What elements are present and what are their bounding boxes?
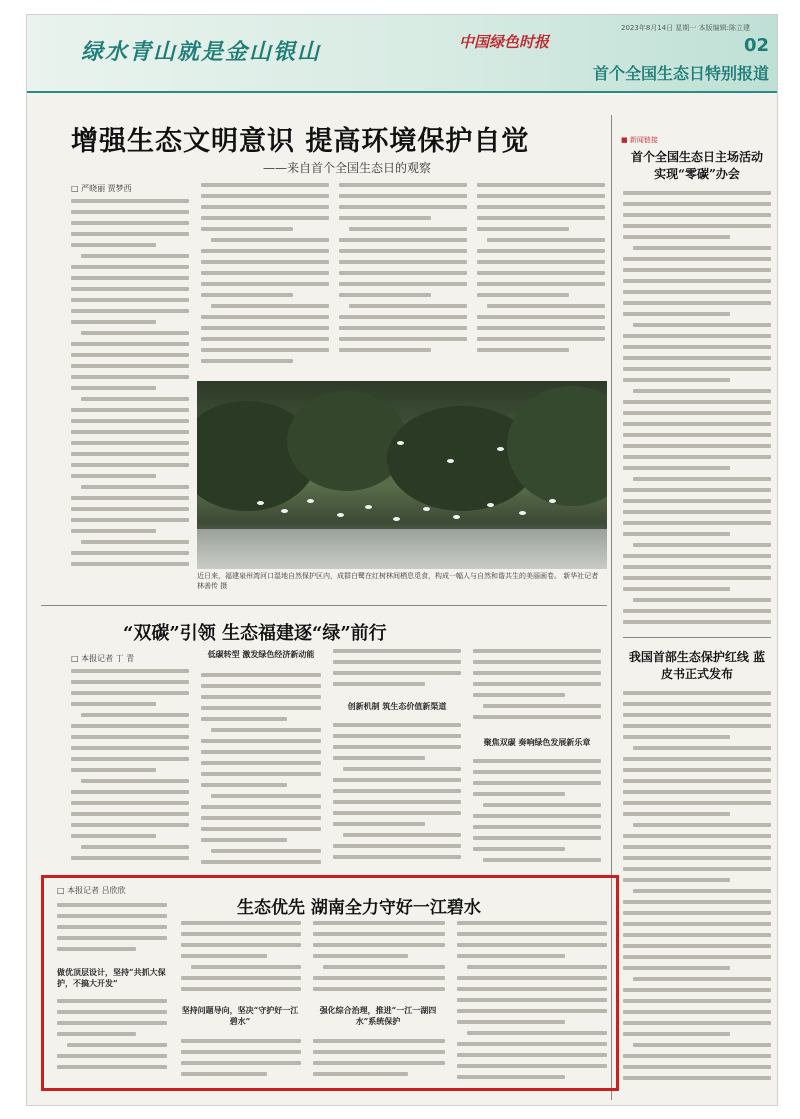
newspaper-page — [26, 14, 778, 1106]
main-text-col-2 — [201, 183, 329, 373]
story3-subhead-2: 坚持问题导向，坚决“守护好一江碧水” — [181, 1005, 299, 1026]
mangrove-egret-photo — [197, 381, 607, 569]
side-text-col-2 — [623, 691, 771, 1091]
story3-subhead-1: 做优顶层设计，坚持“共抓大保护，不搞大开发” — [57, 967, 166, 988]
masthead-slogan: 绿水青山就是金山银山 — [81, 39, 322, 65]
photo-caption: 近日来，福建泉州湾河口湿地自然保护区内，成群白鹭在红树林间栖息觅食，构成一幅人与自然和谐共生的美丽画卷。 新华社记者 林善传 摄 — [197, 572, 599, 590]
story2-text-col-2 — [201, 673, 321, 869]
special-report-title: 首个全国生态日特别报道 — [592, 64, 769, 83]
page-number: 02 — [743, 35, 769, 56]
story2-text-col-4b — [473, 759, 601, 869]
story2-top-rule — [41, 605, 607, 606]
story3-headline: 生态优先 湖南全力守好一江碧水 — [237, 898, 481, 918]
main-text-col-1 — [71, 199, 189, 569]
story3-text-col-1a — [57, 903, 167, 967]
main-text-col-4 — [477, 183, 605, 373]
story3-text-col-4 — [457, 921, 607, 1085]
story2-text-col-1 — [71, 669, 189, 869]
issue-info: 2023年8月14日 星期一 本版编辑:陈立建 — [621, 24, 750, 32]
story2-text-col-3a — [333, 649, 461, 695]
masthead — [27, 15, 778, 93]
story3-text-col-1b — [57, 999, 167, 1083]
story3-text-col-3a — [313, 921, 445, 1001]
side-headline-red-line: 我国首部生态保护红线 蓝皮书正式发布 — [628, 650, 766, 681]
story2-subhead-1: 低碳转型 激发绿色经济新动能 — [207, 649, 315, 659]
main-text-col-3 — [339, 183, 467, 373]
story2-subhead-3: 聚焦双碳 奏响绿色发展新乐章 — [483, 737, 591, 747]
story2-text-col-3b — [333, 723, 461, 869]
story3-text-col-2a — [181, 921, 301, 1001]
story3-text-col-3b — [313, 1039, 445, 1085]
side-divider — [623, 637, 771, 638]
story2-subhead-2: 创新机制 筑生态价值新渠道 — [347, 701, 447, 711]
newspaper-logo: 中国绿色时报 — [459, 33, 550, 51]
side-headline-zero-carbon: 首个全国生态日主场活动 实现“零碳”办会 — [630, 150, 763, 181]
story2-headline: “双碳”引领 生态福建逐“绿”前行 — [123, 623, 387, 644]
side-text-col-1 — [623, 191, 771, 631]
news-link-tag: ■ 新闻链接 — [621, 136, 658, 144]
main-headline: 增强生态文明意识 提高环境保护自觉 — [71, 126, 530, 157]
story2-text-col-4a — [473, 649, 601, 729]
story2-byline: □ 本报记者 丁 青 — [71, 654, 135, 663]
main-byline: □ 严晓丽 贾梦西 — [71, 184, 132, 193]
main-subtitle: ——来自首个全国生态日的观察 — [263, 161, 432, 175]
photo-credit: 新华社记者 林善传 摄 — [197, 572, 599, 590]
story3-subhead-3: 强化综合治理，推进“一江一湖四水”系统保护 — [319, 1005, 437, 1026]
story3-byline: □ 本报记者 吕欣欣 — [57, 886, 126, 895]
story3-text-col-2b — [181, 1039, 301, 1085]
